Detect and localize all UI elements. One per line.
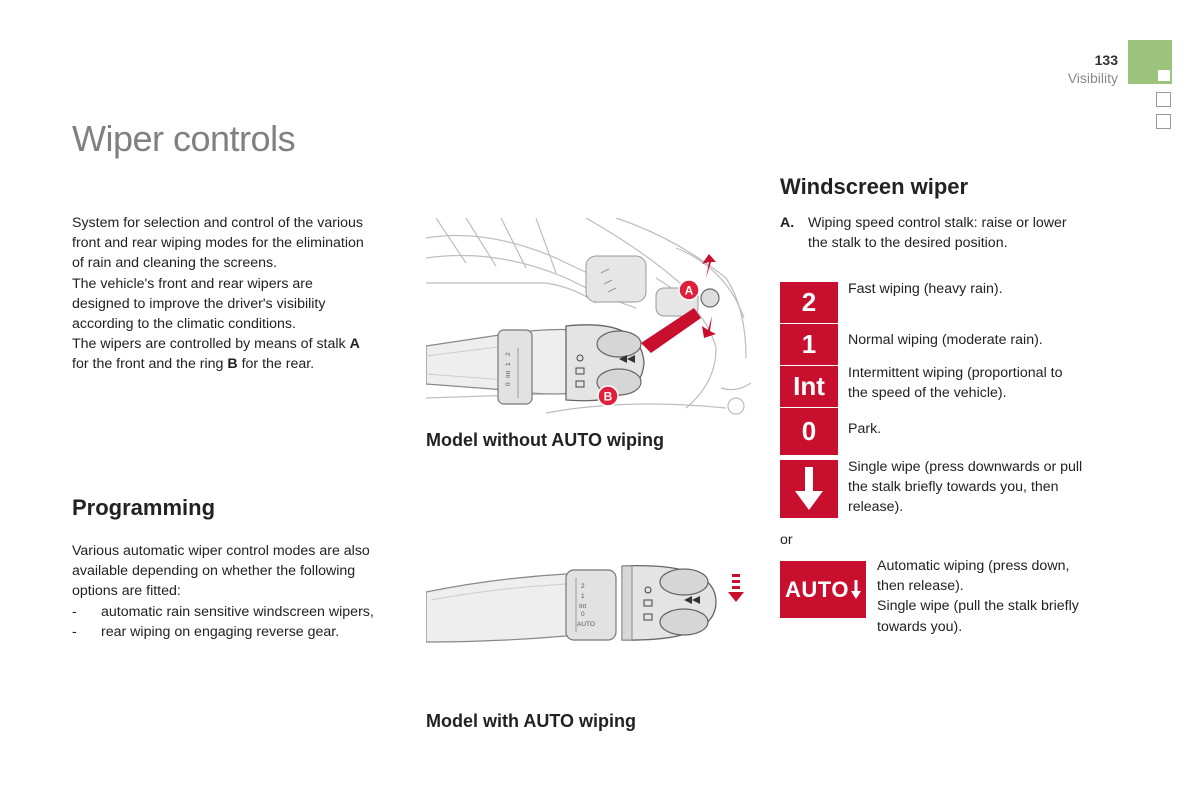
mode-desc-2: Fast wiping (heavy rain). <box>848 281 1003 297</box>
section-name: Visibility <box>1067 70 1118 86</box>
arrow-down-icon <box>794 467 824 511</box>
text-line: Single wipe (press downwards or pull <box>848 459 1083 475</box>
text-line <box>72 354 407 374</box>
text-line: the stalk briefly towards you, then <box>848 479 1059 496</box>
programming-heading: Programming <box>72 495 216 520</box>
item-marker-a: A. <box>780 215 795 231</box>
text-line: Various automatic wiper control modes are also <box>72 543 370 559</box>
intro-paragraph <box>72 213 407 375</box>
mode-badge-1: 1 <box>780 324 838 365</box>
stalk-mark: 2 <box>505 352 512 356</box>
auto-badge <box>780 561 866 618</box>
stalk-mark: Int <box>579 603 587 610</box>
or-text: or <box>780 532 793 548</box>
steering-column-illustration <box>426 218 752 418</box>
stalk-mark: 1 <box>505 362 512 366</box>
text-line: then release). <box>877 578 964 595</box>
stalk-mark: 0 <box>505 382 512 386</box>
text-line: available depending on whether the following <box>72 563 356 580</box>
auto-stalk-illustration <box>426 560 752 650</box>
text-line <box>72 334 407 354</box>
text-line: front and rear wiping modes for the elimination <box>72 235 364 252</box>
section-tab-box[interactable] <box>1156 114 1171 129</box>
text-line: of rain and cleaning the screens. <box>72 255 278 272</box>
text-line: Wiping speed control stalk: raise or lower <box>808 215 1067 231</box>
page-title: Wiper controls <box>72 118 296 159</box>
label-b: B <box>603 389 613 404</box>
label-a: A <box>684 283 694 298</box>
programming-paragraph <box>72 541 412 642</box>
text-run: for the rear. <box>237 356 315 373</box>
text-line: towards you). <box>877 618 963 635</box>
text-line: System for selection and control of the various <box>72 215 363 231</box>
mode-desc-0: Park. <box>848 421 882 437</box>
text-run: The wipers are controlled by means of stalk <box>72 336 350 353</box>
text-line: options are fitted: <box>72 583 181 600</box>
arrow-down-icon <box>851 580 861 600</box>
text-line: the speed of the vehicle). <box>848 385 1007 402</box>
text-line: Single wipe (pull the stalk briefly <box>877 598 1079 615</box>
windscreen-heading: Windscreen wiper <box>780 174 969 199</box>
text-line: designed to improve the driver's visibility <box>72 295 326 312</box>
stalk-mark: 0 <box>581 611 585 618</box>
list-dash: - <box>72 603 77 620</box>
list-item <box>72 602 412 622</box>
list-item-text: rear wiping on engaging reverse gear. <box>101 623 340 640</box>
options-list <box>72 602 412 642</box>
figure-without-auto <box>426 218 752 418</box>
single-wipe-badge <box>780 460 838 518</box>
text-line: the stalk to the desired position. <box>808 235 1008 252</box>
ring-label-b: B <box>227 356 238 373</box>
figure-with-auto <box>426 560 752 650</box>
single-wipe-description <box>848 457 1148 518</box>
list-item-text: automatic rain sensitive windscreen wipers, <box>101 603 374 620</box>
section-tab-box[interactable] <box>1156 92 1171 107</box>
mode-badge-2: 2 <box>780 282 838 323</box>
stalk-mark: 2 <box>581 583 585 590</box>
text-line: according to the climatic conditions. <box>72 316 296 333</box>
figure-caption-without-auto: Model without AUTO wiping <box>426 430 664 450</box>
text-line: Intermittent wiping (proportional to <box>848 365 1063 381</box>
figure-caption-with-auto: Model with AUTO wiping <box>426 711 636 731</box>
list-item <box>72 622 412 642</box>
text-run: for the front and the ring <box>72 356 228 373</box>
stalk-label-a: A <box>349 336 360 353</box>
stalk-mark: 1 <box>581 593 585 600</box>
auto-description <box>877 556 1177 637</box>
mode-badge-0: 0 <box>780 408 838 455</box>
mode-desc-int <box>848 363 1148 403</box>
text-line: The vehicle's front and rear wipers are <box>72 275 313 292</box>
page-number: 133 <box>1094 52 1118 68</box>
auto-badge-label: AUTO <box>785 576 849 602</box>
stalk-mark: AUTO <box>577 621 595 628</box>
text-line: Automatic wiping (press down, <box>877 558 1070 574</box>
list-dash: - <box>72 623 77 640</box>
stalk-mark: Int <box>505 370 512 378</box>
item-a-description <box>808 213 1108 253</box>
mode-badge-int: Int <box>780 366 838 407</box>
tab-square-icon <box>1158 70 1170 81</box>
text-line: release). <box>848 499 904 516</box>
mode-desc-1: Normal wiping (moderate rain). <box>848 332 1043 348</box>
